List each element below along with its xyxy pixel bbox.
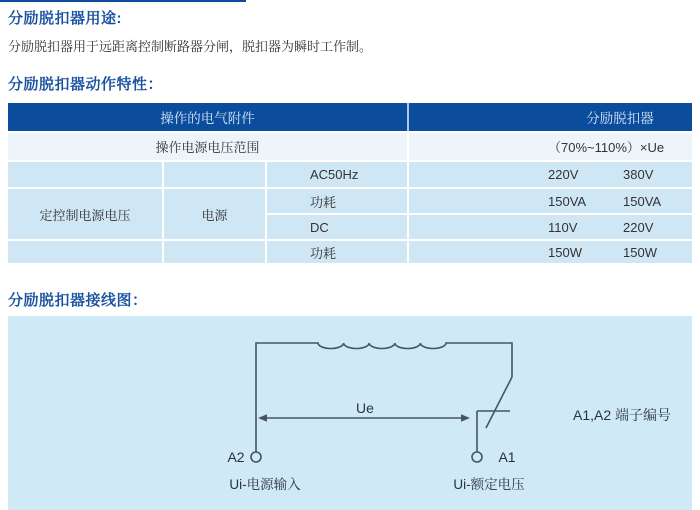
voltage-range-value: （70%~110%）×Ue bbox=[409, 133, 692, 160]
value-w-1: 150W bbox=[548, 244, 582, 260]
table-header-shunt-release-label: 分励脱扣器 bbox=[586, 111, 654, 126]
param-dc: DC bbox=[267, 215, 407, 239]
coil-circuit-wire bbox=[256, 343, 512, 452]
col1-empty-bottom bbox=[8, 241, 162, 263]
param-ac50hz: AC50Hz bbox=[267, 162, 407, 187]
values-w bbox=[409, 241, 692, 263]
cut-off-header-strip bbox=[0, 0, 246, 2]
power-source-cell: 电源 bbox=[164, 189, 265, 239]
section-title-characteristics: 分励脱扣器动作特性： bbox=[8, 76, 164, 93]
ue-label: Ue bbox=[356, 400, 374, 416]
terminal-note: A1,A2 端子编号 bbox=[572, 407, 672, 423]
switch-blade bbox=[486, 377, 512, 428]
wiring-diagram bbox=[8, 316, 692, 510]
param-power-w: 功耗 bbox=[267, 241, 407, 263]
terminal-a2 bbox=[251, 452, 261, 462]
a1-caption: Ui-额定电压 bbox=[453, 477, 525, 492]
value-dc-2: 220V bbox=[623, 219, 654, 235]
value-va-1: 150VA bbox=[548, 193, 587, 209]
col2-empty-top bbox=[164, 162, 265, 187]
a2-label: A2 bbox=[227, 449, 245, 465]
value-ac-2: 380V bbox=[623, 167, 654, 182]
purpose-text: 分励脱扣器用于远距离控制断路器分闸，脱扣器为瞬时工作制。 bbox=[8, 39, 373, 54]
section-title-purpose: 分励脱扣器用途: bbox=[8, 10, 122, 27]
value-ac-1: 220V bbox=[548, 167, 579, 182]
voltage-range-label: 操作电源电压范围 bbox=[8, 133, 407, 160]
terminal-a1 bbox=[472, 452, 482, 462]
ue-arrowhead-right bbox=[461, 414, 470, 422]
table-header-shunt-release bbox=[409, 103, 692, 131]
characteristics-table bbox=[8, 103, 692, 263]
table-header-accessory: 操作的电气附件 bbox=[8, 103, 407, 131]
value-dc-1: 110V bbox=[548, 219, 578, 235]
a2-caption: Ui-电源输入 bbox=[229, 477, 301, 492]
header-divider bbox=[407, 103, 409, 131]
a1-label: A1 bbox=[498, 449, 516, 465]
section-title-wiring: 分励脱扣器接线图： bbox=[8, 292, 148, 309]
wiring-diagram-panel bbox=[8, 316, 692, 510]
control-voltage-group-cell: 定控制电源电压 bbox=[8, 189, 162, 239]
values-va bbox=[409, 189, 692, 213]
value-w-2: 150W bbox=[623, 244, 657, 260]
ue-arrowhead-left bbox=[258, 414, 267, 422]
param-power-va: 功耗 bbox=[267, 189, 407, 213]
col2-empty-bottom bbox=[164, 241, 265, 263]
value-va-2: 150VA bbox=[623, 193, 662, 209]
values-ac bbox=[409, 162, 692, 187]
values-dc bbox=[409, 215, 692, 239]
col1-empty-top bbox=[8, 162, 162, 187]
